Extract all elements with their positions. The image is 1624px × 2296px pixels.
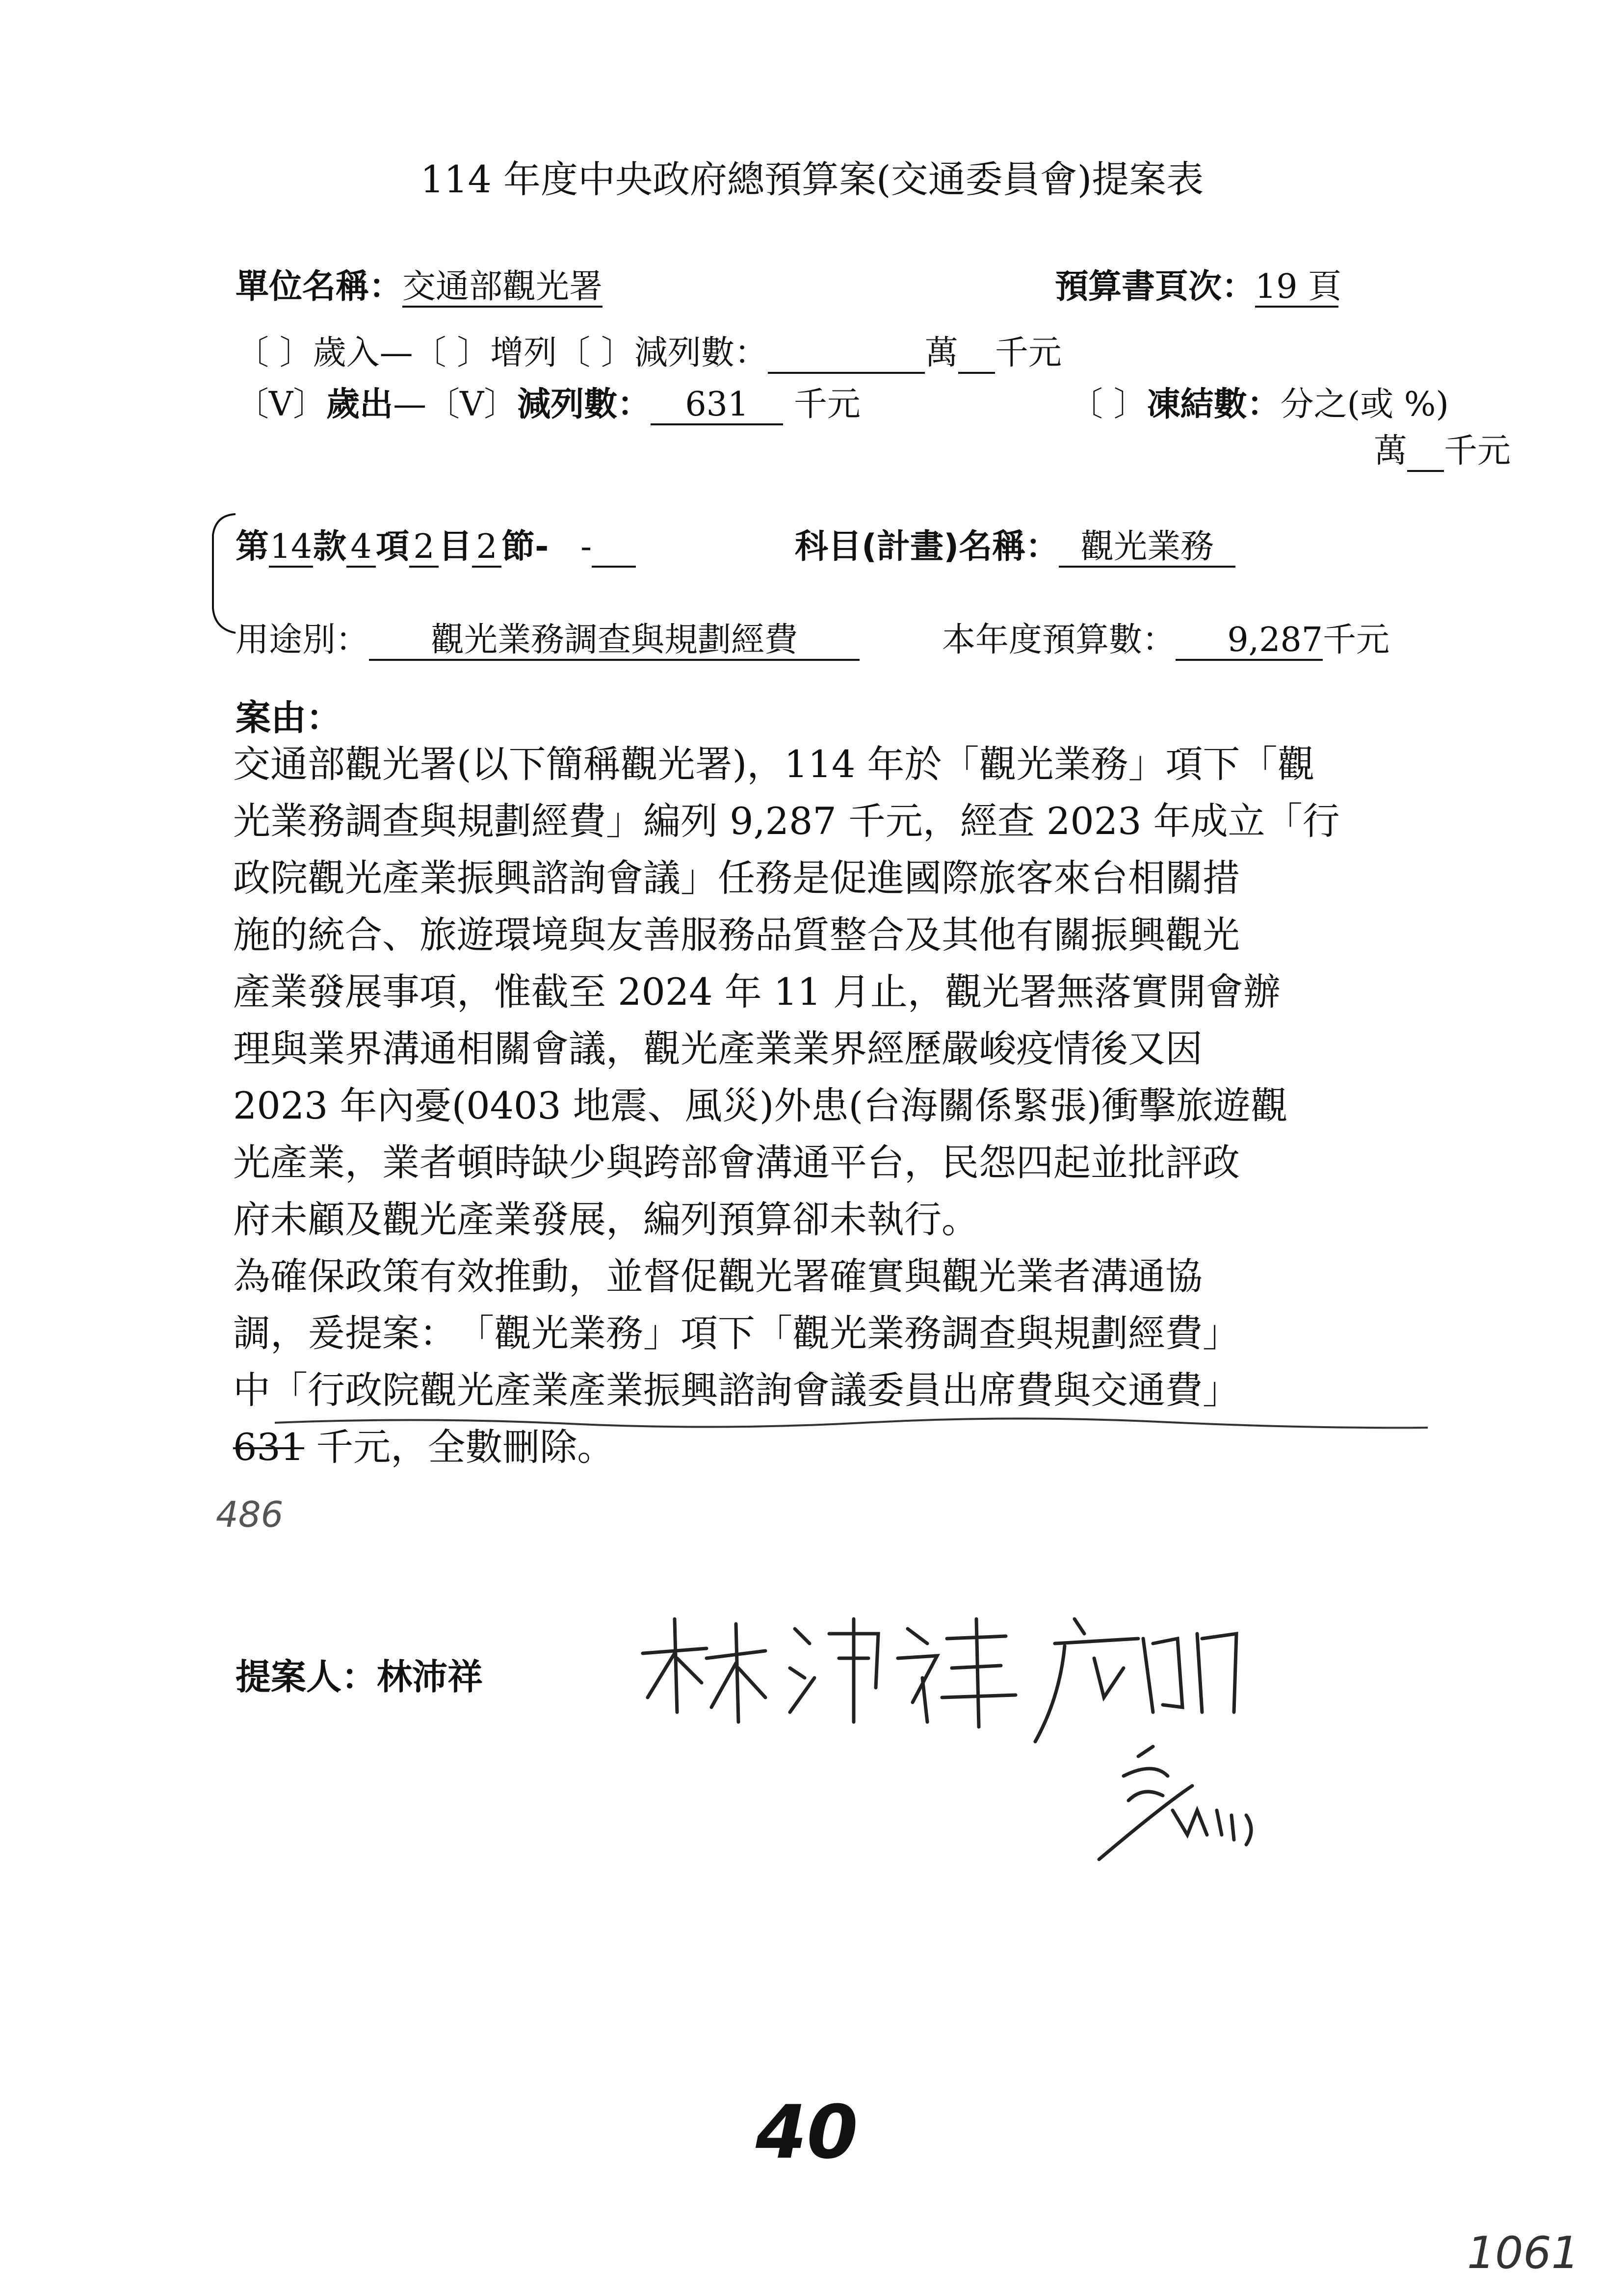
- expense-box: 〔V〕: [236, 385, 327, 424]
- subject-row: [795, 520, 1235, 568]
- usage-label: 用途別：: [236, 621, 369, 659]
- proposer-name: 林沛祥: [377, 1656, 483, 1697]
- page-title: 114 年度中央政府總預算案(交通委員會)提案表: [420, 157, 1204, 201]
- last-line-text: 千元，全數刪除。: [316, 1425, 615, 1469]
- proposer-label: 提案人：: [236, 1656, 377, 1697]
- reason-line: 府未顧及觀光產業發展，編列預算卻未執行。: [233, 1198, 979, 1241]
- income-row: [236, 326, 1062, 374]
- signatures: [633, 1599, 1359, 1874]
- handwritten-amount: 486: [216, 1494, 284, 1535]
- section-row: [236, 520, 636, 568]
- signature-1: [643, 1619, 1016, 1727]
- xiang-number: 4: [346, 529, 376, 568]
- budget-value: 9,287: [1176, 622, 1323, 661]
- reason-line: 為確保政策有效推動，並督促觀光署確實與觀光業者溝通協: [233, 1254, 1203, 1298]
- reason-heading: 案由：: [236, 697, 342, 738]
- budget-row: [942, 613, 1389, 661]
- wavy-underline: [275, 1413, 1433, 1437]
- jie-number: 2: [472, 529, 501, 568]
- unit-row: [236, 260, 602, 308]
- reason-line: 調，爰提案： 「觀光業務」項下「觀光業務調查與規劃經費」: [233, 1311, 1240, 1355]
- reason-line: 理與業界溝通相關會議，觀光產業業界經歷嚴峻疫情後又因: [233, 1027, 1203, 1070]
- reason-line: 2023 年內憂(0403 地震、風災)外患(台海關係緊張)衝擊旅遊觀: [233, 1084, 1288, 1127]
- signature-2: [1035, 1619, 1236, 1742]
- struck-amount: 631: [233, 1425, 305, 1469]
- jie-unit: 節-: [501, 527, 549, 566]
- kuan-number: 14: [269, 529, 313, 568]
- reason-line: 產業發展事項，惟截至 2024 年 11 月止，觀光署無落實開會辦: [233, 970, 1281, 1014]
- income-wan: 萬: [924, 334, 958, 372]
- reduce-label: 減列數：: [517, 385, 651, 424]
- freeze-text: 分之(或 %): [1280, 385, 1449, 424]
- freeze-label: 凍結數：: [1147, 385, 1281, 424]
- expense-row: [236, 378, 861, 425]
- budget-unit: 千元: [1323, 621, 1390, 659]
- income-unit: 千元: [995, 334, 1062, 372]
- reason-line: 光業務調查與規劃經費」編列 9,287 千元，經查 2023 年成立「行: [233, 799, 1340, 843]
- freeze-unit: 千元: [1444, 432, 1511, 470]
- reason-line: 中「行政院觀光產業產業振興諮詢會議委員出席費與交通費」: [233, 1368, 1240, 1412]
- reason-line: 政院觀光產業振興諮詢會議」任務是促進國際旅客來台相關措: [233, 856, 1240, 900]
- income-text: 〔 〕歲入—〔 〕增列〔 〕減列數：: [236, 334, 768, 372]
- xiang-unit: 項: [376, 527, 410, 566]
- section-dash: -: [580, 527, 592, 566]
- reason-body: [233, 736, 1440, 1476]
- usage-row: [236, 613, 860, 661]
- section-di: 第: [236, 527, 269, 566]
- expense-label: 歲出: [326, 385, 393, 424]
- page-ref-row: [1055, 260, 1342, 308]
- freeze-box: 〔 〕: [1070, 385, 1147, 424]
- unit-value: 交通部觀光署: [402, 269, 602, 308]
- reason-line: 光產業，業者頓時缺少與跨部會溝通平台，民怨四起並批評政: [233, 1141, 1240, 1184]
- freeze-row: [1070, 378, 1449, 425]
- mu-number: 2: [409, 529, 439, 568]
- freeze-wan: 萬: [1374, 432, 1408, 470]
- budget-label: 本年度預算數：: [942, 621, 1176, 659]
- page-number: 40: [756, 2090, 858, 2175]
- reason-line: 施的統合、旅遊環境與友善服務品質整合及其他有關振興觀光: [233, 913, 1240, 957]
- proposer-row: [236, 1648, 483, 1699]
- reason-line: 交通部觀光署(以下簡稱觀光署)，114 年於「觀光業務」項下「觀: [233, 742, 1315, 786]
- mu-unit: 目: [439, 527, 472, 566]
- kuan-unit: 款: [313, 527, 347, 566]
- subject-label: 科目(計畫)名稱：: [795, 527, 1059, 566]
- unit-label: 單位名稱：: [236, 267, 403, 306]
- page-ref-value: 19 頁: [1255, 269, 1338, 308]
- usage-value: 觀光業務調查與規劃經費: [369, 622, 860, 661]
- expense-box2: —〔V〕: [393, 385, 518, 424]
- reduce-value: 631: [651, 387, 783, 425]
- reduce-unit: 千元: [793, 385, 861, 424]
- page-ref-label: 預算書頁次：: [1055, 267, 1256, 306]
- corner-number: 1061: [1467, 2227, 1580, 2279]
- freeze-row-2: [1374, 424, 1511, 472]
- subject-value: 觀光業務: [1059, 529, 1235, 568]
- signature-3: [1099, 1747, 1251, 1859]
